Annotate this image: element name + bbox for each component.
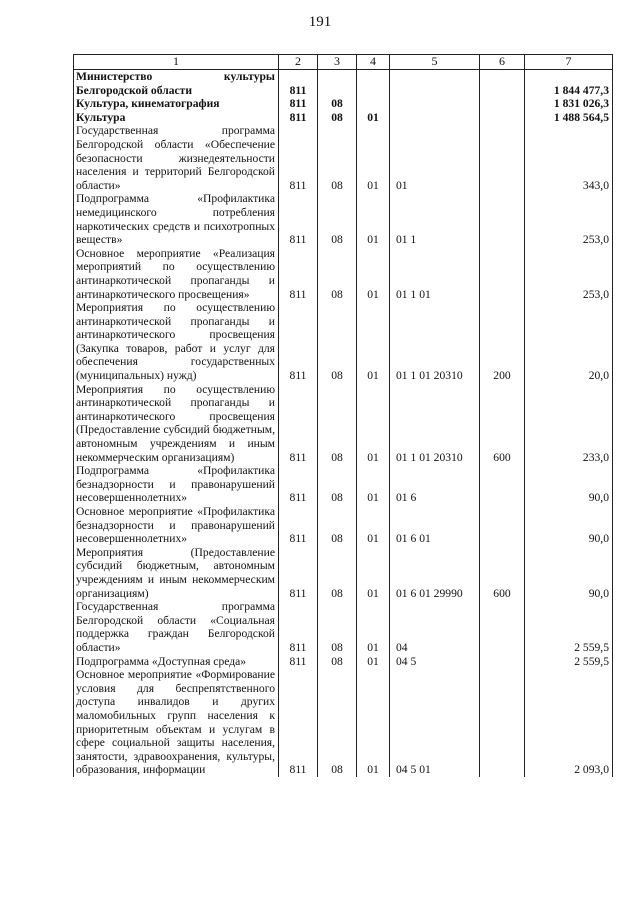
row-target-code-cell: 01 1 01 20310	[390, 301, 480, 383]
row-expense-type-cell: 600	[480, 383, 525, 465]
row-amount-cell: 1 831 026,3	[525, 97, 613, 111]
row-section-cell: 08	[318, 505, 357, 546]
row-subsection-cell: 01	[357, 111, 390, 125]
row-subsection-cell	[357, 97, 390, 111]
row-expense-type-cell	[480, 111, 525, 125]
row-subsection-cell: 01	[357, 546, 390, 600]
header-col-4: 4	[357, 55, 390, 70]
row-name-cell: Подпрограмма «Профилактика безнадзорности и правонарушений несовершеннолетних»	[74, 464, 279, 505]
row-target-code-cell: 01 1 01 20310	[390, 383, 480, 465]
table-row	[74, 383, 613, 465]
header-col-7: 7	[525, 55, 613, 70]
row-amount-cell: 2 559,5	[525, 655, 613, 669]
row-amount-cell: 343,0	[525, 124, 613, 192]
row-section-cell: 08	[318, 124, 357, 192]
row-expense-type-cell	[480, 69, 525, 97]
row-amount-cell: 90,0	[525, 464, 613, 505]
table-row	[74, 464, 613, 505]
row-grbs-cell: 811	[279, 546, 318, 600]
row-grbs-cell: 811	[279, 668, 318, 777]
row-section-cell: 08	[318, 111, 357, 125]
row-amount-cell: 233,0	[525, 383, 613, 465]
row-target-code-cell: 01 6	[390, 464, 480, 505]
row-name-cell: Культура, кинематография	[74, 97, 279, 111]
row-subsection-cell: 01	[357, 192, 390, 246]
row-expense-type-cell	[480, 655, 525, 669]
row-amount-cell: 90,0	[525, 505, 613, 546]
table-row	[74, 247, 613, 301]
row-amount-cell: 253,0	[525, 247, 613, 301]
row-subsection-cell: 01	[357, 383, 390, 465]
row-grbs-cell: 811	[279, 97, 318, 111]
row-grbs-cell: 811	[279, 247, 318, 301]
row-name-cell: Культура	[74, 111, 279, 125]
row-grbs-cell: 811	[279, 655, 318, 669]
header-col-2: 2	[279, 55, 318, 70]
row-expense-type-cell	[480, 464, 525, 505]
row-section-cell: 08	[318, 247, 357, 301]
row-subsection-cell: 01	[357, 247, 390, 301]
row-grbs-cell: 811	[279, 124, 318, 192]
row-amount-cell: 90,0	[525, 546, 613, 600]
row-expense-type-cell: 600	[480, 546, 525, 600]
row-grbs-cell: 811	[279, 192, 318, 246]
row-expense-type-cell: 200	[480, 301, 525, 383]
table-header-row	[74, 55, 613, 70]
row-subsection-cell: 01	[357, 464, 390, 505]
row-amount-cell: 1 844 477,3	[525, 69, 613, 97]
row-amount-cell: 2 093,0	[525, 668, 613, 777]
table-row	[74, 192, 613, 246]
row-subsection-cell: 01	[357, 668, 390, 777]
row-section-cell: 08	[318, 668, 357, 777]
header-col-5: 5	[390, 55, 480, 70]
header-col-1: 1	[74, 55, 279, 70]
row-subsection-cell: 01	[357, 301, 390, 383]
row-section-cell: 08	[318, 383, 357, 465]
table-row	[74, 600, 613, 654]
page-number: 191	[308, 14, 332, 30]
row-section-cell: 08	[318, 301, 357, 383]
row-name-cell: Мероприятия по осуществлению антинаркотической пропаганды и антинаркотического просвещения (Закупка товаров, работ и услуг для обеспечения государственных (муниципальных) нужд)	[74, 301, 279, 383]
header-col-3: 3	[318, 55, 357, 70]
row-expense-type-cell	[480, 247, 525, 301]
table-row	[74, 505, 613, 546]
row-name-cell: Подпрограмма «Доступная среда»	[74, 655, 279, 669]
row-name-cell: Мероприятия (Предоставление субсидий бюджетным, автономным учреждениям и иным некоммерческим организациям)	[74, 546, 279, 600]
table-row	[74, 668, 613, 777]
row-expense-type-cell	[480, 97, 525, 111]
row-name-cell: Государственная программа Белгородской области «Социальная поддержка граждан Белгородской области»	[74, 600, 279, 654]
table-row	[74, 301, 613, 383]
table-row	[74, 655, 613, 669]
row-target-code-cell: 01 1 01	[390, 247, 480, 301]
row-amount-cell: 253,0	[525, 192, 613, 246]
row-section-cell: 08	[318, 97, 357, 111]
row-section-cell: 08	[318, 600, 357, 654]
row-expense-type-cell	[480, 192, 525, 246]
row-target-code-cell	[390, 97, 480, 111]
row-target-code-cell: 04	[390, 600, 480, 654]
row-section-cell	[318, 69, 357, 97]
row-target-code-cell: 01 1	[390, 192, 480, 246]
row-grbs-cell: 811	[279, 301, 318, 383]
row-grbs-cell: 811	[279, 600, 318, 654]
row-section-cell: 08	[318, 655, 357, 669]
row-target-code-cell: 04 5	[390, 655, 480, 669]
header-col-6: 6	[480, 55, 525, 70]
row-expense-type-cell	[480, 505, 525, 546]
row-name-cell: Государственная программа Белгородской области «Обеспечение безопасности жизнедеятельности населения и территорий Белгородской области»	[74, 124, 279, 192]
row-grbs-cell: 811	[279, 111, 318, 125]
row-section-cell: 08	[318, 192, 357, 246]
row-amount-cell: 2 559,5	[525, 600, 613, 654]
table-row	[74, 124, 613, 192]
row-target-code-cell: 04 5 01	[390, 668, 480, 777]
table-row	[74, 111, 613, 125]
row-subsection-cell: 01	[357, 505, 390, 546]
row-target-code-cell: 01 6 01	[390, 505, 480, 546]
row-expense-type-cell	[480, 124, 525, 192]
table-body	[74, 69, 613, 777]
row-grbs-cell: 811	[279, 69, 318, 97]
table-row	[74, 69, 613, 97]
row-grbs-cell: 811	[279, 505, 318, 546]
row-name-cell: Подпрограмма «Профилактика немедицинского потребления наркотических средств и психотропных веществ»	[74, 192, 279, 246]
row-amount-cell: 1 488 564,5	[525, 111, 613, 125]
row-name-cell: Министерство культуры Белгородской области	[74, 69, 279, 97]
row-target-code-cell: 01	[390, 124, 480, 192]
row-target-code-cell	[390, 111, 480, 125]
row-section-cell: 08	[318, 464, 357, 505]
row-grbs-cell: 811	[279, 383, 318, 465]
row-subsection-cell: 01	[357, 655, 390, 669]
row-subsection-cell: 01	[357, 600, 390, 654]
row-subsection-cell: 01	[357, 124, 390, 192]
row-amount-cell: 20,0	[525, 301, 613, 383]
row-name-cell: Основное мероприятие «Реализация мероприятий по осуществлению антинаркотической пропаганды и антинаркотического просвещения»	[74, 247, 279, 301]
row-section-cell: 08	[318, 546, 357, 600]
row-name-cell: Основное мероприятие «Формирование условия для беспрепятственного доступа инвалидов и других маломобильных групп населения к приоритетным объектам и услугам в сфере социальной защиты населения, занятости, здравоохранения, культуры, образования, информации	[74, 668, 279, 777]
row-name-cell: Основное мероприятие «Профилактика безнадзорности и правонарушений несовершеннолетних»	[74, 505, 279, 546]
row-subsection-cell	[357, 69, 390, 97]
table-row	[74, 97, 613, 111]
row-target-code-cell	[390, 69, 480, 97]
table-row	[74, 546, 613, 600]
row-name-cell: Мероприятия по осуществлению антинаркотической пропаганды и антинаркотического просвещения (Предоставление субсидий бюджетным, автономным учреждениям и иным некоммерческим организациям)	[74, 383, 279, 465]
row-expense-type-cell	[480, 668, 525, 777]
row-grbs-cell: 811	[279, 464, 318, 505]
row-expense-type-cell	[480, 600, 525, 654]
row-target-code-cell: 01 6 01 29990	[390, 546, 480, 600]
budget-table	[73, 54, 613, 777]
